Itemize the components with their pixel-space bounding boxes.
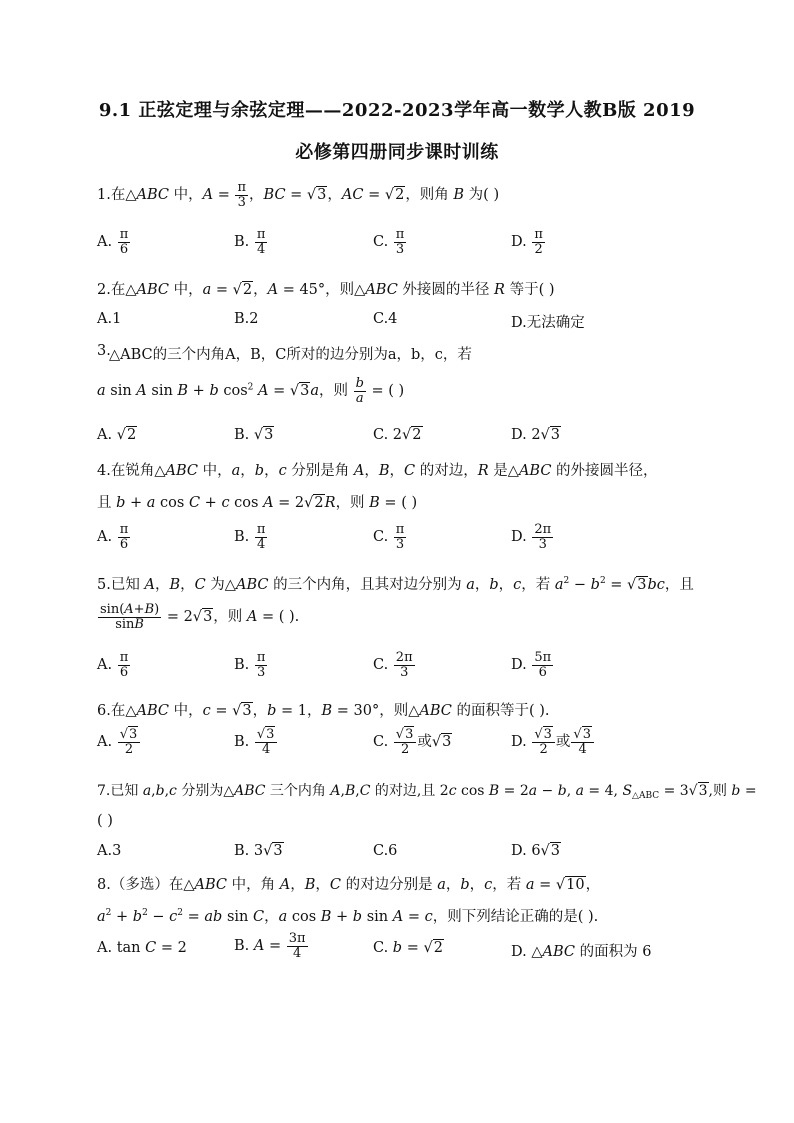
q8-option-b[interactable]: B. A = $\frac{3\pi}{4}$ [234, 931, 306, 961]
page-title: 9.1 正弦定理与余弦定理——2022-2023学年高一数学人教B版 2019 [98, 100, 696, 121]
q7-option-d[interactable]: D. 6√3 [511, 843, 561, 859]
q2-option-a[interactable]: A.1 [97, 311, 122, 327]
q5-option-c[interactable]: C. $\frac{2\pi}{3}$ [373, 650, 413, 680]
question-3: 3. [97, 343, 111, 359]
question-4-formula: 且 b + a cos C + c cos A = 2√2R，则 B = ( ) [97, 495, 418, 511]
question-3-text: △ABC的三个内角A，B，C所对的边分别为a，b，c，若 [109, 347, 472, 363]
question-6: 6.在△ABC 中，c = √3，b = 1，B = 30°，则△ABC 的面积等于( ). [97, 703, 550, 719]
q3-option-d[interactable]: D. 2√3 [511, 427, 561, 443]
q4-option-a[interactable]: A. $\frac{\pi}{6}$ [97, 522, 129, 552]
question-1: 1.在△ABC 中，A = $\frac{\pi}{3}$ ，BC = √3，AC = √2，则角 B 为( ) [97, 180, 500, 210]
question-5: 5.已知 A，B，C 为△ABC 的三个内角，且其对边分别为 a，b，c，若 $a^2 - b^2 = √3bc$，且 [97, 576, 694, 593]
q6-option-c[interactable]: C. $\frac{√3}{2}$ 或√3 [373, 727, 452, 757]
q5-option-a[interactable]: A. $\frac{\pi}{6}$ [97, 650, 129, 680]
question-5-formula: $\frac{\sin(A+B)}{\sin B}$ = 2√3，则 A = ( ). [100, 602, 300, 632]
page-subtitle: 必修第四册同步课时训练 [295, 142, 499, 163]
question-3-formula: a sin A sin B + b $\cos^2 A = √3a$，则 $\frac{b}{a}$ = ( ) [97, 376, 405, 406]
q2-option-c[interactable]: C.4 [373, 311, 398, 327]
q2-option-b[interactable]: B.2 [234, 311, 259, 327]
q7-option-a[interactable]: A.3 [97, 843, 122, 859]
q6-option-a[interactable]: A. $\frac{√3}{2}$ [97, 728, 141, 756]
q7-option-b[interactable]: B. 3√3 [234, 843, 283, 859]
question-8: 8.（多选）在△ABC 中，角 A，B，C 的对边分别是 a，b，c，若 a = √10， [97, 877, 601, 893]
question-4: 4.在锐角△ABC 中，a，b，c 分别是角 A，B，C 的对边，R 是△ABC 的外接圆半径， [97, 463, 658, 479]
question-7-blank: ( ) [97, 813, 113, 829]
q1-option-a[interactable]: A. $\frac{\pi}{6}$ [97, 227, 129, 257]
q1-option-b[interactable]: B. $\frac{\pi}{4}$ [234, 227, 266, 257]
q6-option-d[interactable]: D. $\frac{√3}{2}$ 或 $\frac{√3}{4}$ [511, 728, 595, 756]
q4-option-d[interactable]: D. $\frac{2\pi}{3}$ [511, 522, 552, 552]
q7-option-c[interactable]: C.6 [373, 843, 398, 859]
question-8-formula: $a^2 + b^2 - c^2$ = ab sin C，a cos B + b sin A = c，则下列结论正确的是( ). [97, 908, 599, 925]
q5-option-d[interactable]: D. $\frac{5\pi}{6}$ [511, 650, 552, 680]
q8-option-a[interactable]: A. tan C = 2 [97, 940, 187, 956]
q4-option-c[interactable]: C. $\frac{\pi}{3}$ [373, 522, 405, 552]
question-2: 2.在△ABC 中，a = √2，A = 45°，则△ABC 外接圆的半径 R 等于( ) [97, 282, 555, 298]
q2-option-d[interactable]: D.无法确定 [511, 315, 585, 331]
q6-option-b[interactable]: B. $\frac{√3}{4}$ [234, 728, 278, 756]
q3-option-b[interactable]: B. √3 [234, 427, 274, 443]
q4-option-b[interactable]: B. $\frac{\pi}{4}$ [234, 522, 266, 552]
q1-option-c[interactable]: C. $\frac{\pi}{3}$ [373, 227, 405, 257]
q8-option-d[interactable]: D. △ABC 的面积为 6 [511, 944, 652, 960]
q3-option-a[interactable]: A. √2 [97, 427, 137, 443]
q5-option-b[interactable]: B. $\frac{\pi}{3}$ [234, 650, 266, 680]
q8-option-c[interactable]: C. b = √2 [373, 940, 443, 956]
q3-option-c[interactable]: C. 2√2 [373, 427, 422, 443]
question-7: 7.已知 a,b,c 分别为△ABC 三个内角 A,B,C 的对边,且 2c cos B = 2a − b, a = 4, $S_{\triangle ABC} = 3√3$,则 b = [97, 783, 757, 801]
q1-option-d[interactable]: D. $\frac{\pi}{2}$ [511, 227, 543, 257]
